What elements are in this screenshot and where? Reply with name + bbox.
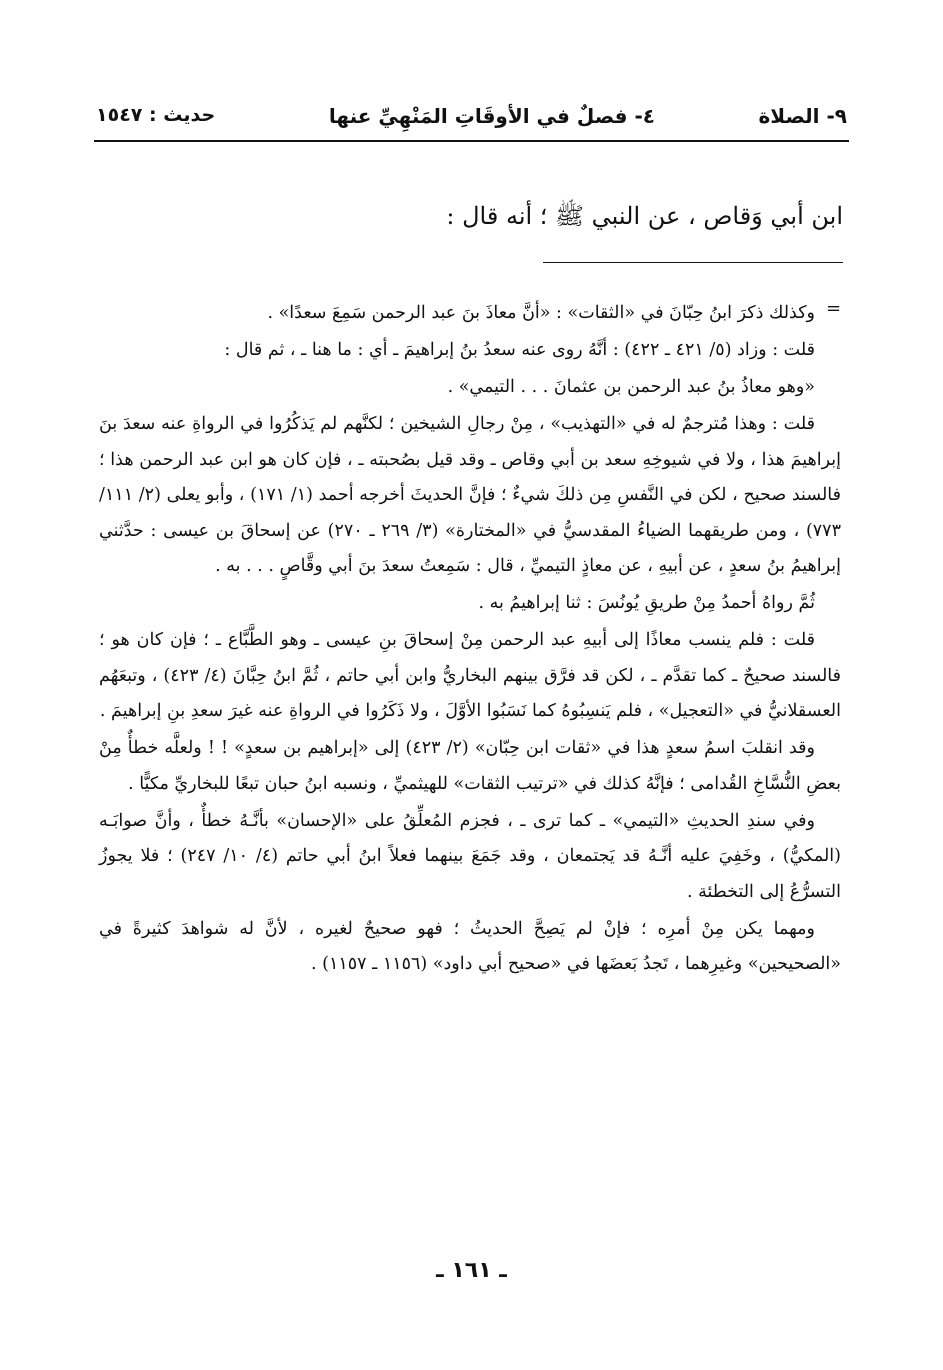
running-header — [96, 104, 847, 140]
footnote-paragraph: وقد انقلبَ اسمُ سعدٍ هذا في «ثقات ابن حِبّان» (٢/ ٤٢٣) إلى «إبراهيم بن سعدٍ» ! ! ولعلَّه خطأٌ مِنْ بعضِ النُّسَّاخِ القُدامى ؛ فإنَّهُ كذلك في «ترتيب الثقات» للهيثميِّ ، ونسبه ابنُ حبان تبعًا للبخاريِّ مكيًّا . — [99, 738, 841, 794]
chapter-title: ٩- الصلاة — [758, 104, 847, 128]
footnote-divider — [543, 262, 843, 263]
header-divider — [94, 140, 849, 142]
main-text: ابن أبي وَقاص ، عن النبي ﷺ ؛ أنه قال : — [446, 202, 843, 230]
footnote-paragraph: ومهما يكن مِنْ أمرِه ؛ فإنْ لم يَصِحَّ الحديثُ ؛ فهو صحيحٌ لغيره ، لأنَّ له شواهدَ كثيرةً في «الصحيحين» وغيرِهما ، تَجدُ بَعضَها في «صحيح أبي داود» (١١٥٦ ـ ١١٥٧) . — [99, 918, 841, 974]
footnote-paragraph: قلت : فلم ينسب معاذًا إلى أبيهِ عبد الرحمن مِنْ إسحاقَ بنِ عيسى ـ وهو الطَّبَّاع ـ ؛ فإن كان هو ؛ فالسند صحيحٌ ـ كما تقدَّم ـ ، لكن قد فرَّق بينهم البخاريُّ وابن أبي حاتم ، ثُمَّ ابنُ حِبَّانَ (٤/ ٤٢٣) ، وتبعَهُم العسقلانيُّ في «التعجيل» ، فلم يَنسِبُوهُ كما نَسَبُوا الأوَّلَ ، ولا ذَكَرُوا في الرواةِ عنه غيرَ سعدِ بنِ إبراهيمَ . — [99, 630, 841, 721]
footnote-paragraph: قلت : وهذا مُترجمٌ له في «التهذيب» ، مِنْ رجالِ الشيخين ؛ لكنَّهم لم يَذكُرُوا في الرواةِ عنه سعدَ بنَ إبراهيمَ هذا ، ولا في شيوخِهِ سعد بن أبي وقاص ـ وقد قيل بصُحبته ـ ، فإن كان هو ابن عبد الرحمن هذا ؛ فالسند صحيح ، لكن في النَّفسِ مِن ذلكَ شيءٌ ؛ فإنَّ الحديثَ أخرجه أحمد (١/ ١٧١) ، وأبو يعلى (٢/ ١١١/ ٧٧٣) ، ومن طريقهما الضياءُ المقدسيُّ في «المختارة» (٣/ ٢٦٩ ـ ٢٧٠) عن إسحاقَ بن عيسى : حدَّثني إبراهيمُ بنُ سعدٍ ، عن أبيهِ ، عن معاذٍ التيميِّ ، قال : سَمِعتُ سعدَ بنَ أبي وقَّاصٍ . . . به . — [99, 414, 841, 576]
footnote-paragraph: وفي سندِ الحديثِ «التيمي» ـ كما ترى ـ ، فجزم المُعلِّقُ على «الإحسان» بأنَّـهُ خطأٌ ، وأنَّ صوابَـه (المكيُّ) ، وخَفِيَ عليه أنَّـهُ قد يَجتمعان ، وقد جَمَعَ بينهما فعلاً ابنُ أبي حاتم (٤/ ١٠/ ٢٤٧) ؛ فلا يجوزُ التسرُّعُ إلى التخطئة . — [99, 810, 841, 902]
footnote-paragraph: ثُمَّ رواهُ أحمدُ مِنْ طريقِ يُونُسَ : ثنا إبراهيمُ به . — [478, 593, 815, 613]
footnote-paragraph: وكذلك ذكرَ ابنُ حِبّانَ في «الثقات» : «أنَّ معاذَ بنَ عبد الرحمن سَمِعَ سعدًا» . — [267, 303, 815, 323]
page-number: ـ ١٦١ ـ — [436, 1258, 507, 1283]
section-title: ٤- فصلٌ في الأوقَاتِ المَنْهِيِّ عنها — [328, 104, 655, 128]
hadith-number: حديث : ١٥٤٧ — [96, 104, 216, 126]
continuation-mark: = — [826, 298, 842, 319]
footnote-paragraph: «وهو معاذُ بنُ عبد الرحمن بن عثمانَ . . . التيمي» . — [447, 377, 815, 397]
footnotes — [99, 296, 841, 984]
footnote-paragraph: قلت : وزاد (٥/ ٤٢١ ـ ٤٢٢) : أنَّهُ روى عنه سعدُ بنُ إبراهيمَ ـ أي : ما هنا ـ ، ثم قال : — [224, 340, 815, 360]
